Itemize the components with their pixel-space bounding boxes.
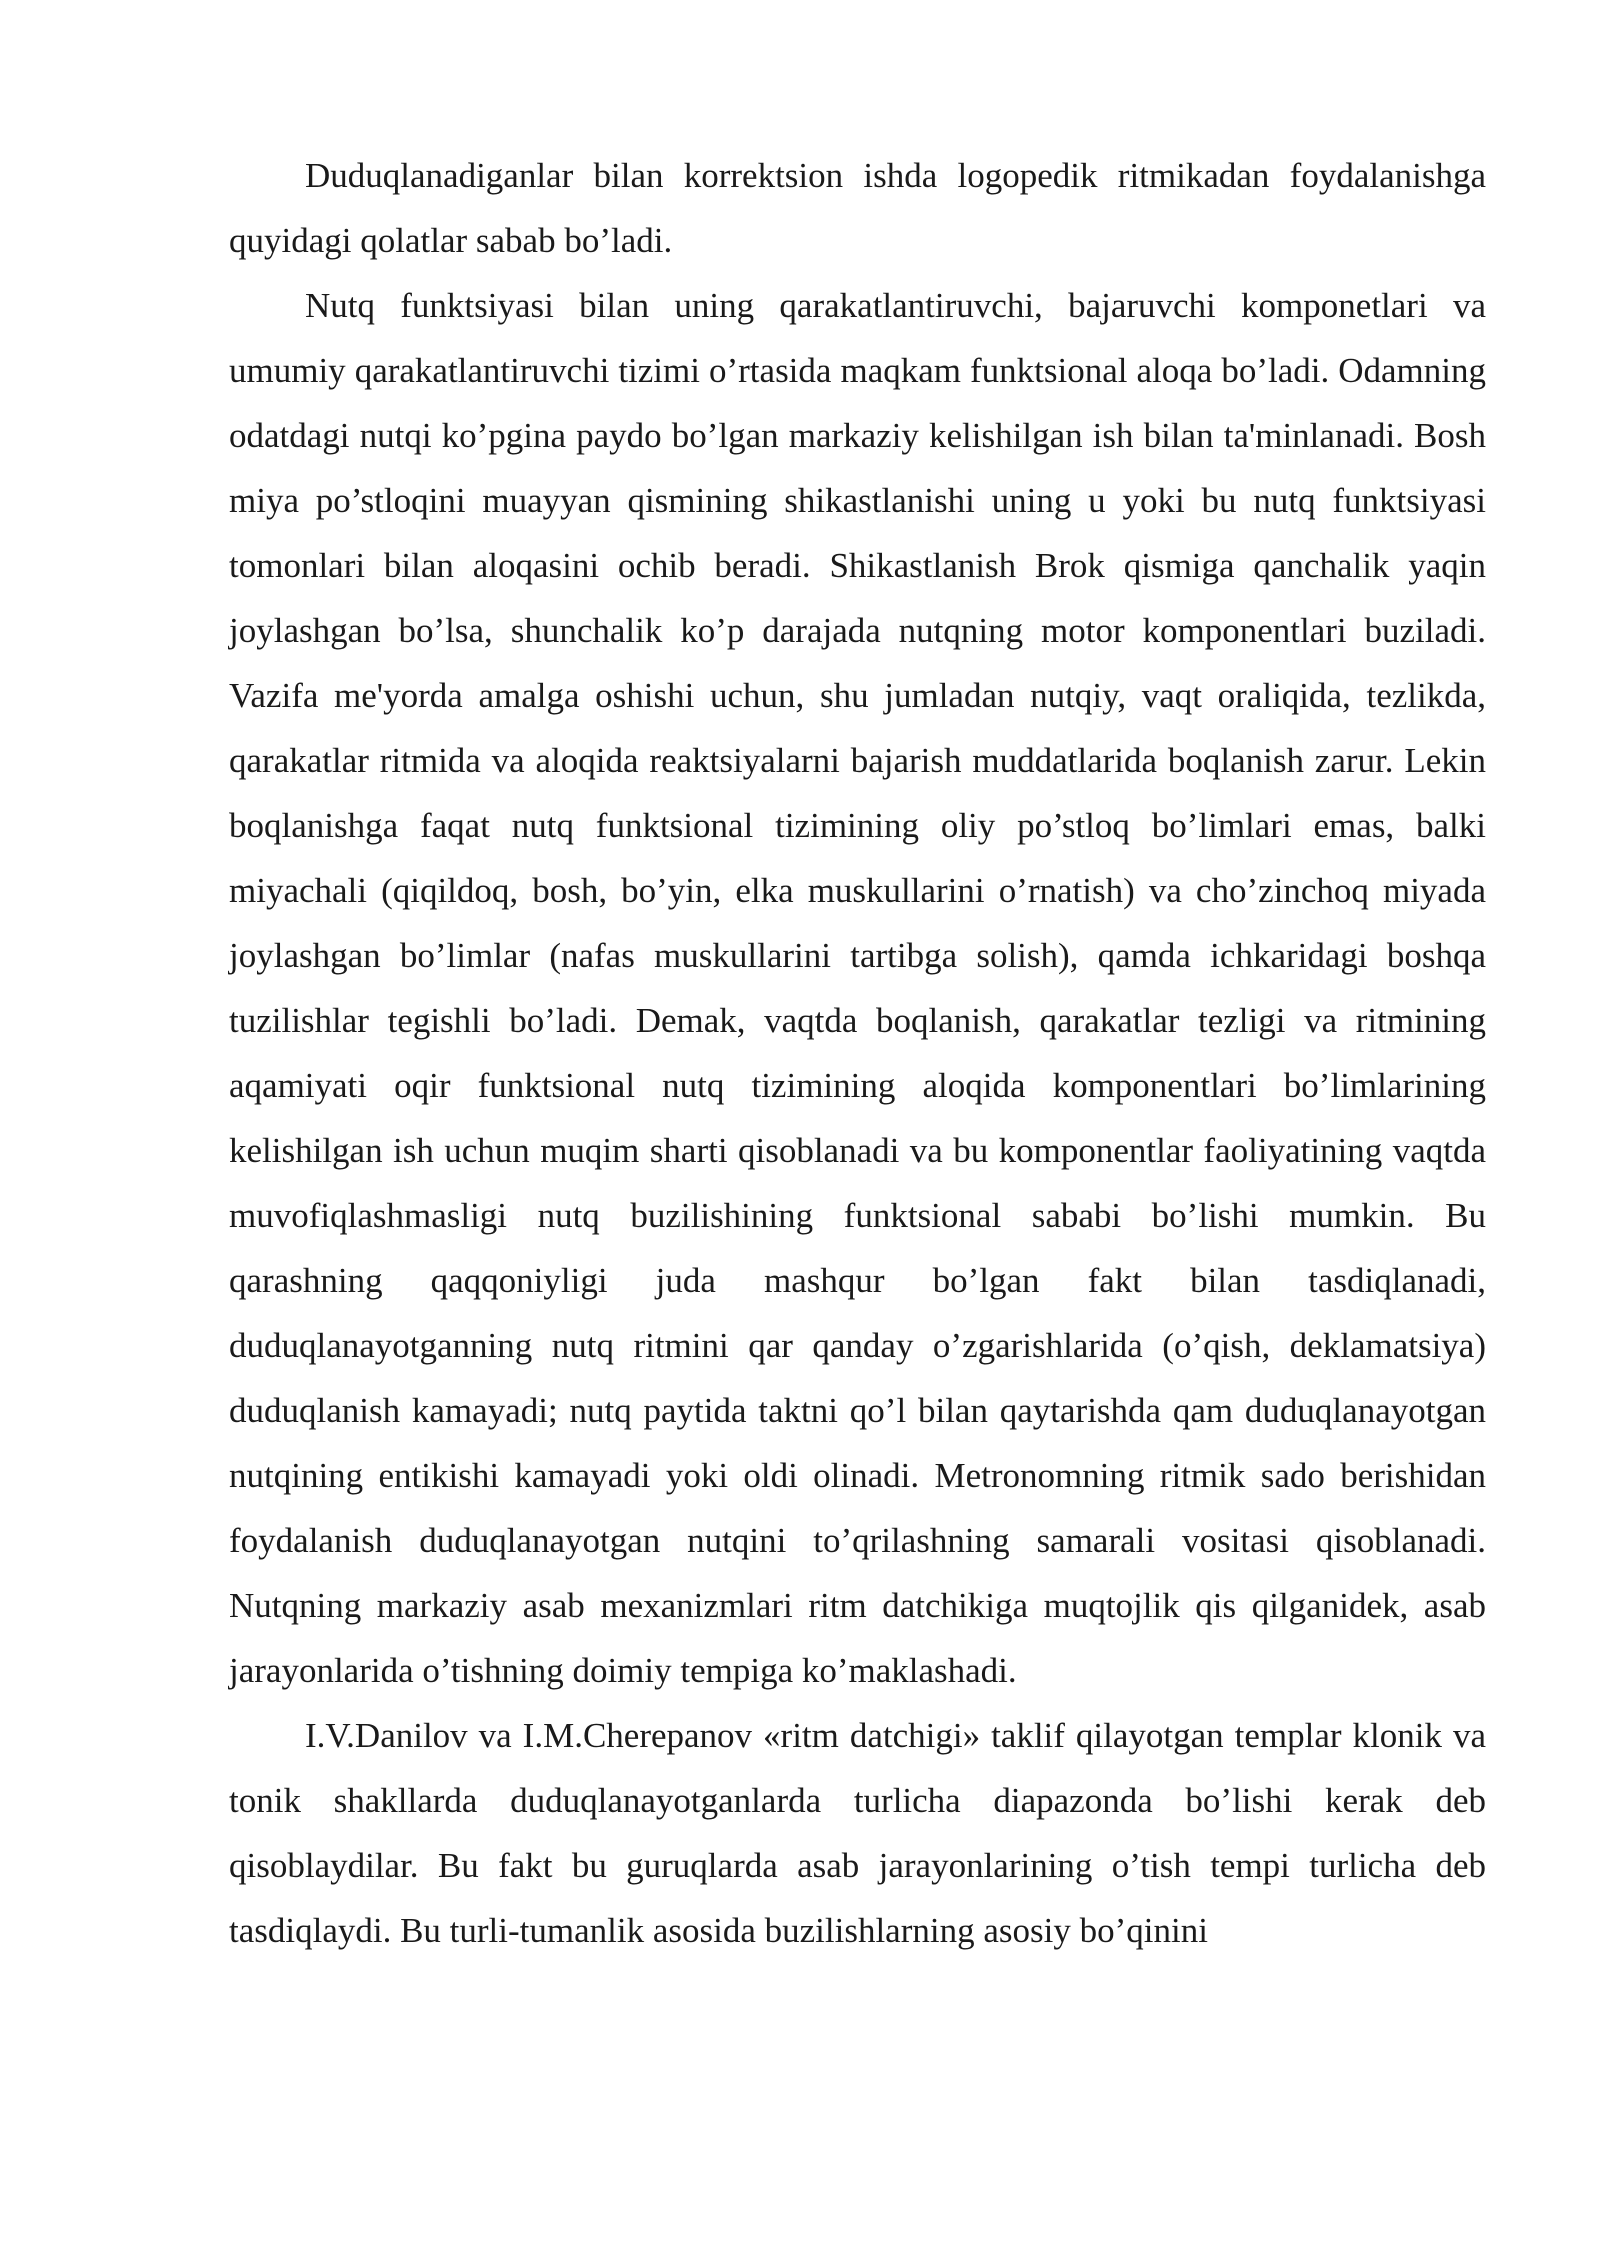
paragraph-3: I.V.Danilov va I.M.Cherepanov «ritm datchigi» taklif qilayotgan templar klonik va tonik shakllarda duduqlanayotganlarda turlicha diapazonda bo’lishi kerak deb qisoblaydilar. Bu fakt bu guruqlarda asab jarayonlarining o’tish tempi turlicha deb tasdiqlaydi. Bu turli-tumanlik asosida buzilishlarning asosiy bo’qinini bbox=[229, 1716, 1486, 1950]
document-body bbox=[229, 143, 1486, 1963]
paragraph-2: Nutq funktsiyasi bilan uning qarakatlantiruvchi, bajaruvchi komponetlari va umumiy qarakatlantiruvchi tizimi o’rtasida maqkam funktsional aloqa bo’ladi. Odamning odatdagi nutqi ko’pgina paydo bo’lgan markaziy kelishilgan ish bilan ta'minlanadi. Bosh miya po’stloqini muayyan qismining shikastlanishi uning u yoki bu nutq funktsiyasi tomonlari bilan aloqasini ochib beradi. Shikastlanish Brok qismiga qanchalik yaqin joylashgan bo’lsa, shunchalik ko’p darajada nutqning motor komponentlari buziladi. Vazifa me'yorda amalga oshishi uchun, shu jumladan nutqiy, vaqt oraliqida, tezlikda, qarakatlar ritmida va aloqida reaktsiyalarni bajarish muddatlarida boqlanish zarur. Lekin boqlanishga faqat nutq funktsional tizimining oliy po’stloq bo’limlari emas, balki miyachali (qiqildoq, bosh, bo’yin, elka muskullarini o’rnatish) va cho’zinchoq miyada joylashgan bo’limlar (nafas muskullarini tartibga solish), qamda ichkaridagi boshqa tuzilishlar tegishli bo’ladi. Demak, vaqtda boqlanish, qarakatlar tezligi va ritmining aqamiyati oqir funktsional nutq tizimining aloqida komponentlari bo’limlarining kelishilgan ish uchun muqim sharti qisoblanadi va bu komponentlar faoliyatining vaqtda muvofiqlashmasligi nutq buzilishining funktsional sababi bo’lishi mumkin. Bu qarashning qaqqoniyligi juda mashqur bo’lgan fakt bilan tasdiqlanadi, duduqlanayotganning nutq ritmini qar qanday o’zgarishlarida (o’qish, deklamatsiya) duduqlanish kamayadi; nutq paytida taktni qo’l bilan qaytarishda qam duduqlanayotgan nutqining entikishi kamayadi yoki oldi olinadi. Metronomning ritmik sado berishidan foydalanish duduqlanayotgan nutqini to’qrilashning samarali vositasi qisoblanadi. Nutqning markaziy asab mexanizmlari ritm datchikiga muqtojlik qis qilganidek, asab jarayonlarida o’tishning doimiy tempiga ko’maklashadi. bbox=[229, 286, 1486, 1690]
paragraph-1: Duduqlanadiganlar bilan korrektsion ishda logopedik ritmikadan foydalanishga quyidagi qolatlar sabab bo’ladi. bbox=[229, 156, 1486, 260]
